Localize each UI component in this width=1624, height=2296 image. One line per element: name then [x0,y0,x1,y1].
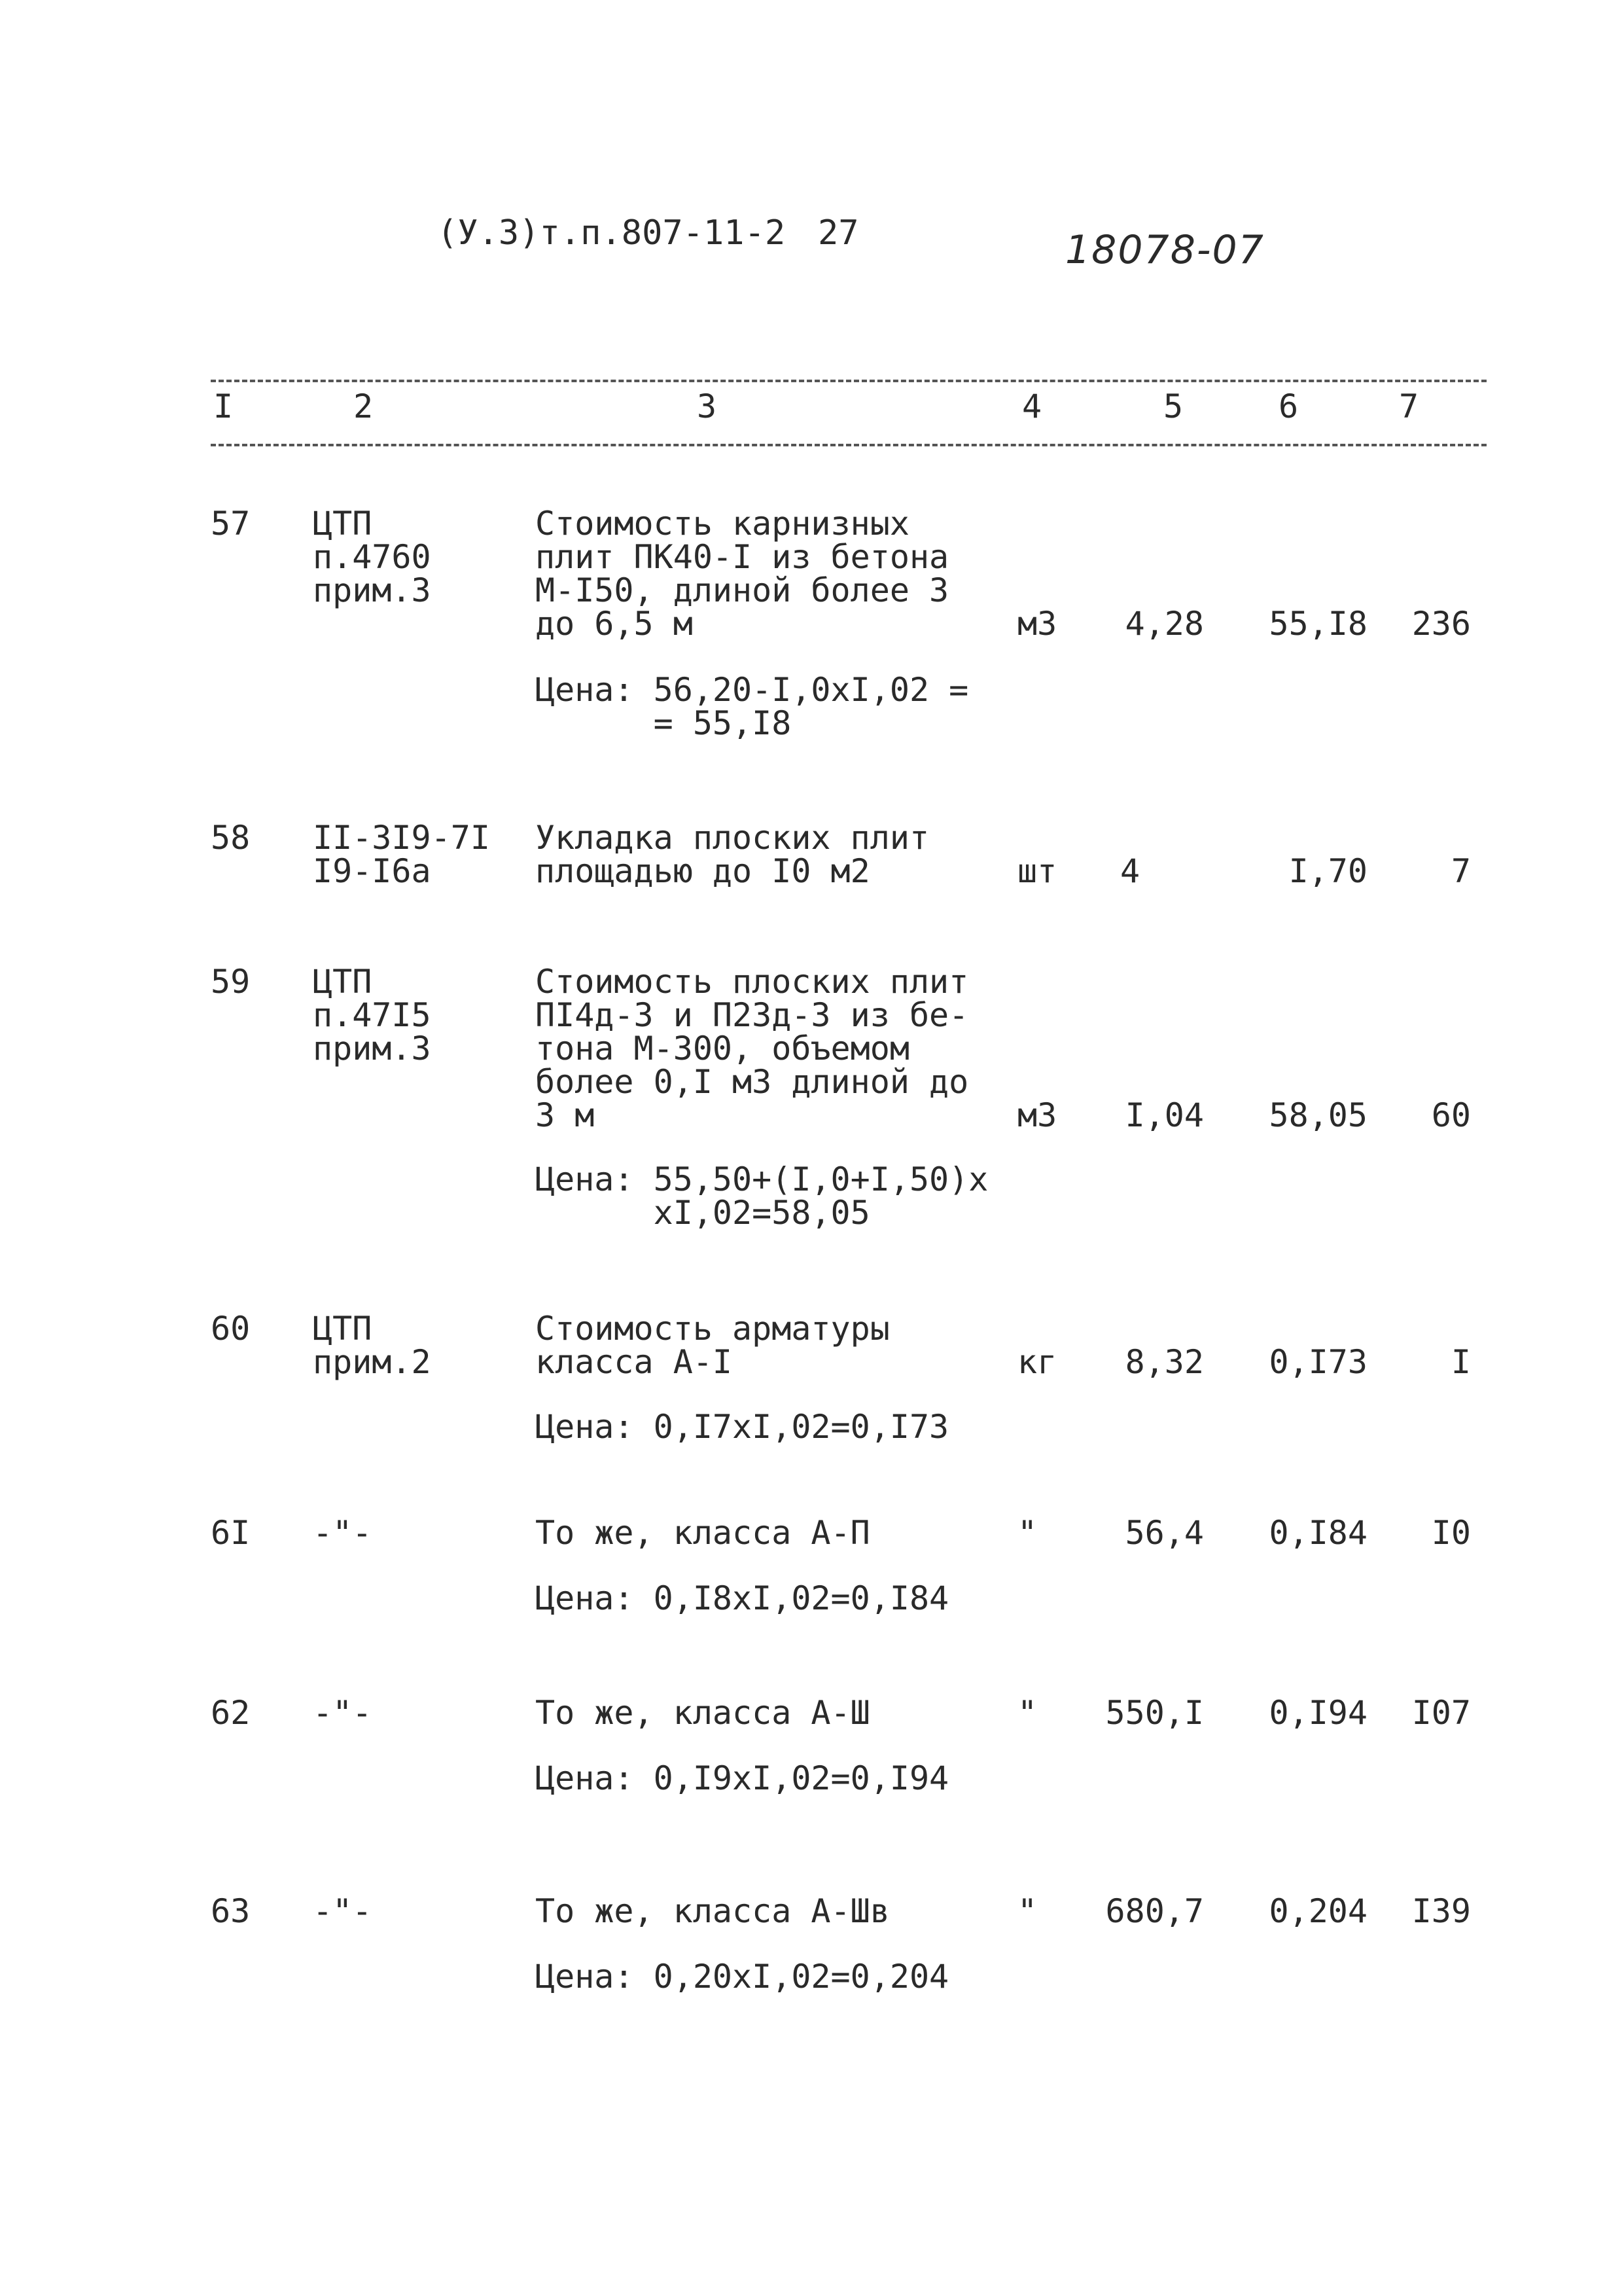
column-number-1: I [213,387,234,425]
row-unit: шт [1017,852,1057,890]
row-reference: ЦТП п.4760 прим.3 [313,505,431,609]
sheet-number: 27 [818,213,859,253]
row-quantity: I,04 [1125,1096,1204,1134]
row-unit: " [1017,1514,1038,1552]
column-number-5: 5 [1163,387,1184,425]
row-description: Стоимость карнизных плит ПК40-I из бетона М-I50, длиной более 3 до 6,5 м [535,505,949,643]
row-reference: ЦТП п.47I5 прим.3 [313,963,431,1067]
row-total: 60 [1431,1096,1471,1134]
row-unit-price: 0,I94 [1269,1694,1368,1732]
row-unit-price: I,70 [1288,852,1368,890]
row-price-calculation: Цена: 0,I8xI,02=0,I84 [535,1579,949,1617]
row-reference: -"- [313,1694,372,1732]
header-rule-top [211,380,1487,382]
row-quantity: 680,7 [1105,1892,1204,1930]
row-quantity: 8,32 [1125,1343,1204,1381]
row-reference: ЦТП прим.2 [313,1310,431,1381]
row-reference: -"- [313,1514,372,1552]
header-rule-bottom [211,444,1487,446]
row-unit-price: 58,05 [1269,1096,1368,1134]
row-reference: II-3I9-7I I9-I6а [313,819,490,890]
row-number: 63 [211,1892,251,1930]
row-quantity: 550,I [1105,1694,1204,1732]
row-unit: " [1017,1892,1038,1930]
row-price-calculation: Цена: 0,I7xI,02=0,I73 [535,1408,949,1446]
row-price-calculation: Цена: 56,20-I,0xI,02 = = 55,I8 [535,671,969,742]
row-unit: м3 [1017,1096,1057,1134]
row-price-calculation: Цена: 55,50+(I,0+I,50)x xI,02=58,05 [535,1160,989,1232]
row-description: Укладка плоских плит площадью до I0 м2 [535,819,930,890]
row-price-calculation: Цена: 0,I9xI,02=0,I94 [535,1759,949,1797]
column-number-3: 3 [697,387,717,425]
row-total: I39 [1411,1892,1471,1930]
row-total: I07 [1411,1694,1471,1732]
row-description: То же, класса А-Ш [535,1694,870,1732]
row-unit: кг [1017,1343,1057,1381]
row-total: 7 [1451,852,1471,890]
row-total: 236 [1411,605,1471,643]
row-description: Стоимость арматуры класса А-I [535,1310,890,1381]
row-unit: " [1017,1694,1038,1732]
row-number: 58 [211,819,251,857]
row-quantity: 56,4 [1125,1514,1204,1552]
row-description: Стоимость плоских плит ПI4д-3 и П23д-3 из бе- тона М-300, объемом более 0,I м3 длиной до 3 м [535,963,969,1134]
row-unit-price: 0,I84 [1269,1514,1368,1552]
row-number: 57 [211,505,251,543]
column-number-4: 4 [1022,387,1042,425]
row-unit-price: 55,I8 [1269,605,1368,643]
row-number: 60 [211,1310,251,1348]
row-price-calculation: Цена: 0,20xI,02=0,204 [535,1958,949,1996]
row-description: То же, класса А-Шв [535,1892,890,1930]
row-description: То же, класса А-П [535,1514,870,1552]
row-total: I0 [1431,1514,1471,1552]
row-unit: м3 [1017,605,1057,643]
row-number: 6I [211,1514,251,1552]
row-unit-price: 0,I73 [1269,1343,1368,1381]
row-quantity: 4,28 [1125,605,1204,643]
row-number: 59 [211,963,251,1001]
column-number-2: 2 [353,387,374,425]
row-quantity: 4 [1120,852,1140,890]
row-number: 62 [211,1694,251,1732]
row-reference: -"- [313,1892,372,1930]
project-series: (У.3)т.п.807-11-2 [437,213,786,253]
row-unit-price: 0,204 [1269,1892,1368,1930]
row-total: I [1451,1343,1471,1381]
document-code: 18078-07 [1065,227,1265,273]
column-number-7: 7 [1399,387,1419,425]
column-number-6: 6 [1279,387,1299,425]
